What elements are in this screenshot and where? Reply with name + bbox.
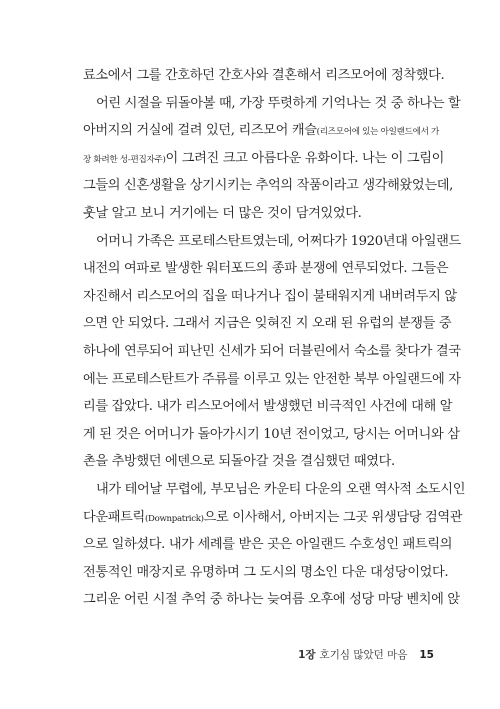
text-line: 어린 시절을 뒤돌아볼 때, 가장 뚜렷하게 기억나는 것 중 하나는 할 (96, 95, 461, 111)
page-footer (298, 647, 434, 662)
footnote-inline: 장 화려한 성-편집자주) (83, 154, 166, 165)
chapter-number: 1장 (298, 649, 316, 661)
text-line (83, 117, 440, 145)
text-line: 리를 잡았다. 내가 리스모어에서 발생했던 비극적인 사건에 대해 알 (83, 399, 453, 415)
text-line: 그들의 신혼생활을 상기시키는 추억의 작품이라고 생각해왔었는데, (83, 178, 453, 194)
text-line: 으면 안 되었다. 그래서 지금은 잊혀진 지 오래 된 유럽의 분쟁들 중 (83, 316, 452, 332)
text-span: 아버지의 거실에 걸려 있던, 리즈모어 캐슬 (83, 123, 317, 139)
text-line: 어머니 가족은 프로테스탄트였는데, 어쩌다가 1920년대 아일랜드 (96, 233, 461, 249)
footnote-inline: (Downpatrick) (144, 513, 204, 524)
chapter-title: 호기심 많았던 마음 (319, 649, 408, 661)
text-line: 자진해서 리스모어의 집을 떠나거나 집이 불태워지게 내버려두지 않 (83, 288, 457, 304)
text-line: 에는 프로테스탄트가 주류를 이루고 있는 안전한 북부 아일랜드에 자 (83, 371, 461, 387)
footnote-inline: (리즈모어에 있는 아일랜드에서 가 (316, 127, 440, 138)
text-line: 내전의 여파로 발생한 워터포드의 종파 분쟁에 연루되었다. 그들은 (83, 261, 449, 277)
text-line: 으로 일하셨다. 내가 세례를 받은 곳은 아일랜드 수호성인 패트릭의 (83, 537, 453, 553)
text-line (83, 504, 463, 532)
text-line: 내가 테어날 무렵에, 부모님은 카운티 다운의 오랜 역사적 소도시인 (96, 481, 466, 497)
text-span: 으로 이사해서, 아버지는 그곳 위생담당 검역관 (203, 509, 463, 525)
page-number: 15 (419, 649, 434, 661)
text-span: 다운패트릭 (83, 509, 145, 525)
body-text (83, 62, 466, 614)
text-line: 촌을 추방했던 에덴으로 되돌아갈 것을 결심했던 때였다. (83, 454, 395, 470)
text-line: 그리운 어린 시절 추억 중 하나는 늦여름 오후에 성당 마당 벤치에 앉 (83, 592, 460, 608)
text-line (83, 145, 445, 173)
text-line: 훗날 알고 보니 거기에는 더 많은 것이 담겨있었다. (83, 205, 362, 221)
text-span: 이 그려진 크고 아름다운 유화이다. 나는 이 그림이 (165, 150, 445, 166)
text-line: 전통적인 매장지로 유명하며 그 도시의 명소인 다운 대성당이었다. (83, 564, 449, 580)
text-line: 하나에 연루되어 피난민 신세가 되어 더블린에서 숙소를 찾다가 결국 (83, 343, 461, 359)
text-line: 료소에서 그를 간호하던 간호사와 결혼해서 리즈모어에 정착했다. (83, 68, 445, 83)
text-line: 게 된 것은 어머니가 돌아가시기 10년 전이었고, 당시는 어머니와 삼 (83, 426, 460, 442)
